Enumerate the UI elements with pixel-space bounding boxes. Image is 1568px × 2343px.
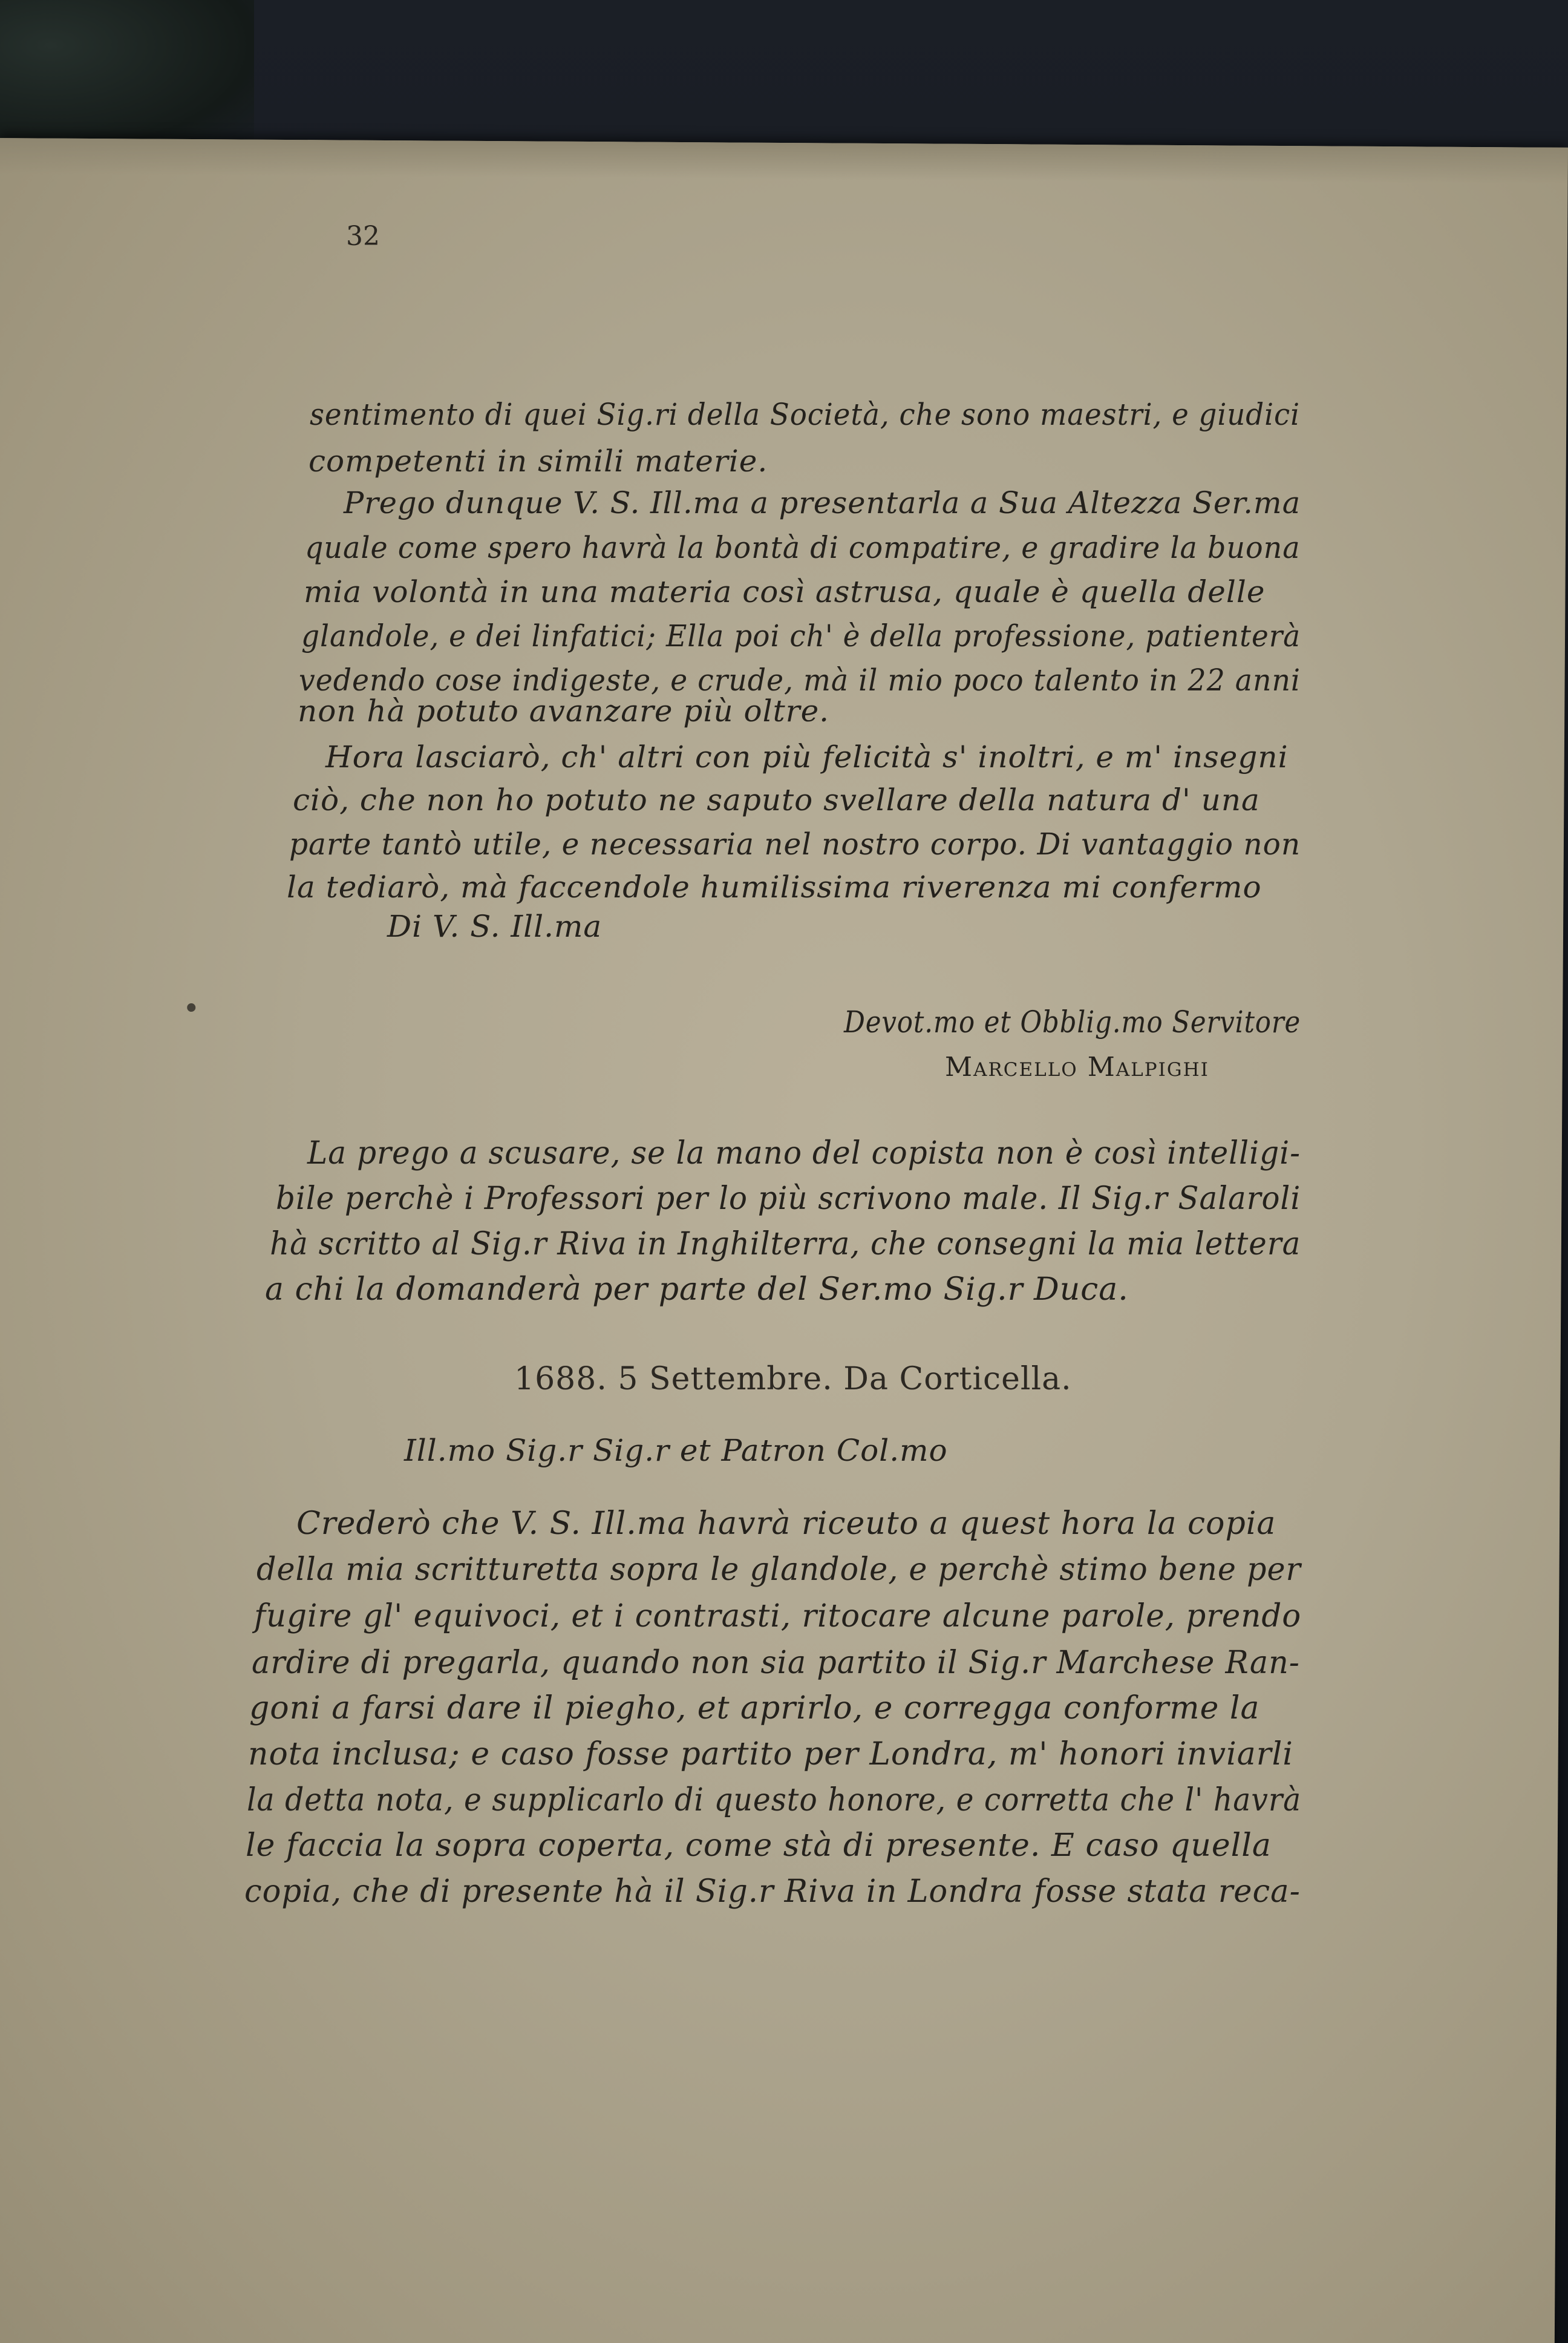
text-line: fugire gl' equivoci, et i contrasti, ritocare alcune parole, prendo <box>254 1598 1302 1634</box>
postscript-line: bile perchè i Professori per lo più scrivono male. Il Sig.r Salaroli <box>276 1181 1301 1217</box>
text-line: goni a farsi dare il piegho, et aprirlo, e corregga conforme la <box>249 1690 1260 1726</box>
text-line: glandole, e dei linfatici; Ella poi ch' è della professione, patienterà <box>301 618 1301 654</box>
text-line: le faccia la sopra coperta, come stà di presente. E caso quella <box>246 1827 1272 1864</box>
text-line: non hà potuto avanzare più oltre. <box>298 693 830 729</box>
page-number: 32 <box>346 221 380 252</box>
signature: Marcello Malpighi <box>945 1052 1209 1083</box>
text-line: mia volontà in una materia così astrusa, quale è quella delle <box>304 574 1266 609</box>
text-line: Crederò che V. S. Ill.ma havrà riceuto a quest hora la copia <box>296 1506 1276 1542</box>
text-line: la detta nota, e supplicarlo di questo honore, e corretta che l' havrà <box>247 1782 1302 1818</box>
letter-2-date-heading: 1688. 5 Settembre. Da Corticella. <box>514 1361 1072 1397</box>
postscript-line: La prego a scusare, se la mano del copista non è così intelligi- <box>307 1135 1301 1172</box>
text-line: ciò, che non ho potuto ne saputo svellare della natura d' una <box>293 782 1260 818</box>
text-line: copia, che di presente hà il Sig.r Riva in Londra fosse stata reca- <box>244 1873 1301 1910</box>
text-line: quale come spero havrà la bontà di compatire, e gradire la buona <box>305 530 1301 565</box>
text-line: competenti in simili materie. <box>309 444 768 479</box>
text-line: ardire di pregarla, quando non sia partito il Sig.r Marchese Ran- <box>252 1645 1300 1681</box>
postscript-line: hà scritto al Sig.r Riva in Inghilterra, che consegni la mia lettera <box>270 1226 1301 1262</box>
postscript-line: a chi la domanderà per parte del Ser.mo Sig.r Duca. <box>265 1271 1129 1308</box>
text-line: parte tantò utile, e necessaria nel nostro corpo. Di vantaggio non <box>289 827 1301 862</box>
text-line: vedendo cose indigeste, e crude, mà il mio poco talento in 22 anni <box>299 663 1301 698</box>
text-line: nota inclusa; e caso fosse partito per Londra, m' honori inviarli <box>248 1736 1293 1772</box>
text-line: Hora lasciarò, ch' altri con più felicità s' inoltri, e m' insegni <box>325 739 1289 775</box>
text-line: la tediarò, mà faccendole humilissima riverenza mi confermo <box>287 870 1262 905</box>
text-line: Prego dunque V. S. Ill.ma a presentarla a Sua Altezza Ser.ma <box>344 485 1301 520</box>
text-line: sentimento di quei Sig.ri della Società, che sono maestri, e giudici <box>310 397 1301 432</box>
letter-2-salutation: Ill.mo Sig.r Sig.r et Patron Col.mo <box>404 1433 948 1468</box>
text-line: Di V. S. Ill.ma <box>387 909 603 944</box>
closing-line: Devot.mo et Obblig.mo Servitore <box>844 1004 1301 1040</box>
text-line: della mia scritturetta sopra le glandole, e perchè stimo bene per <box>256 1552 1301 1588</box>
